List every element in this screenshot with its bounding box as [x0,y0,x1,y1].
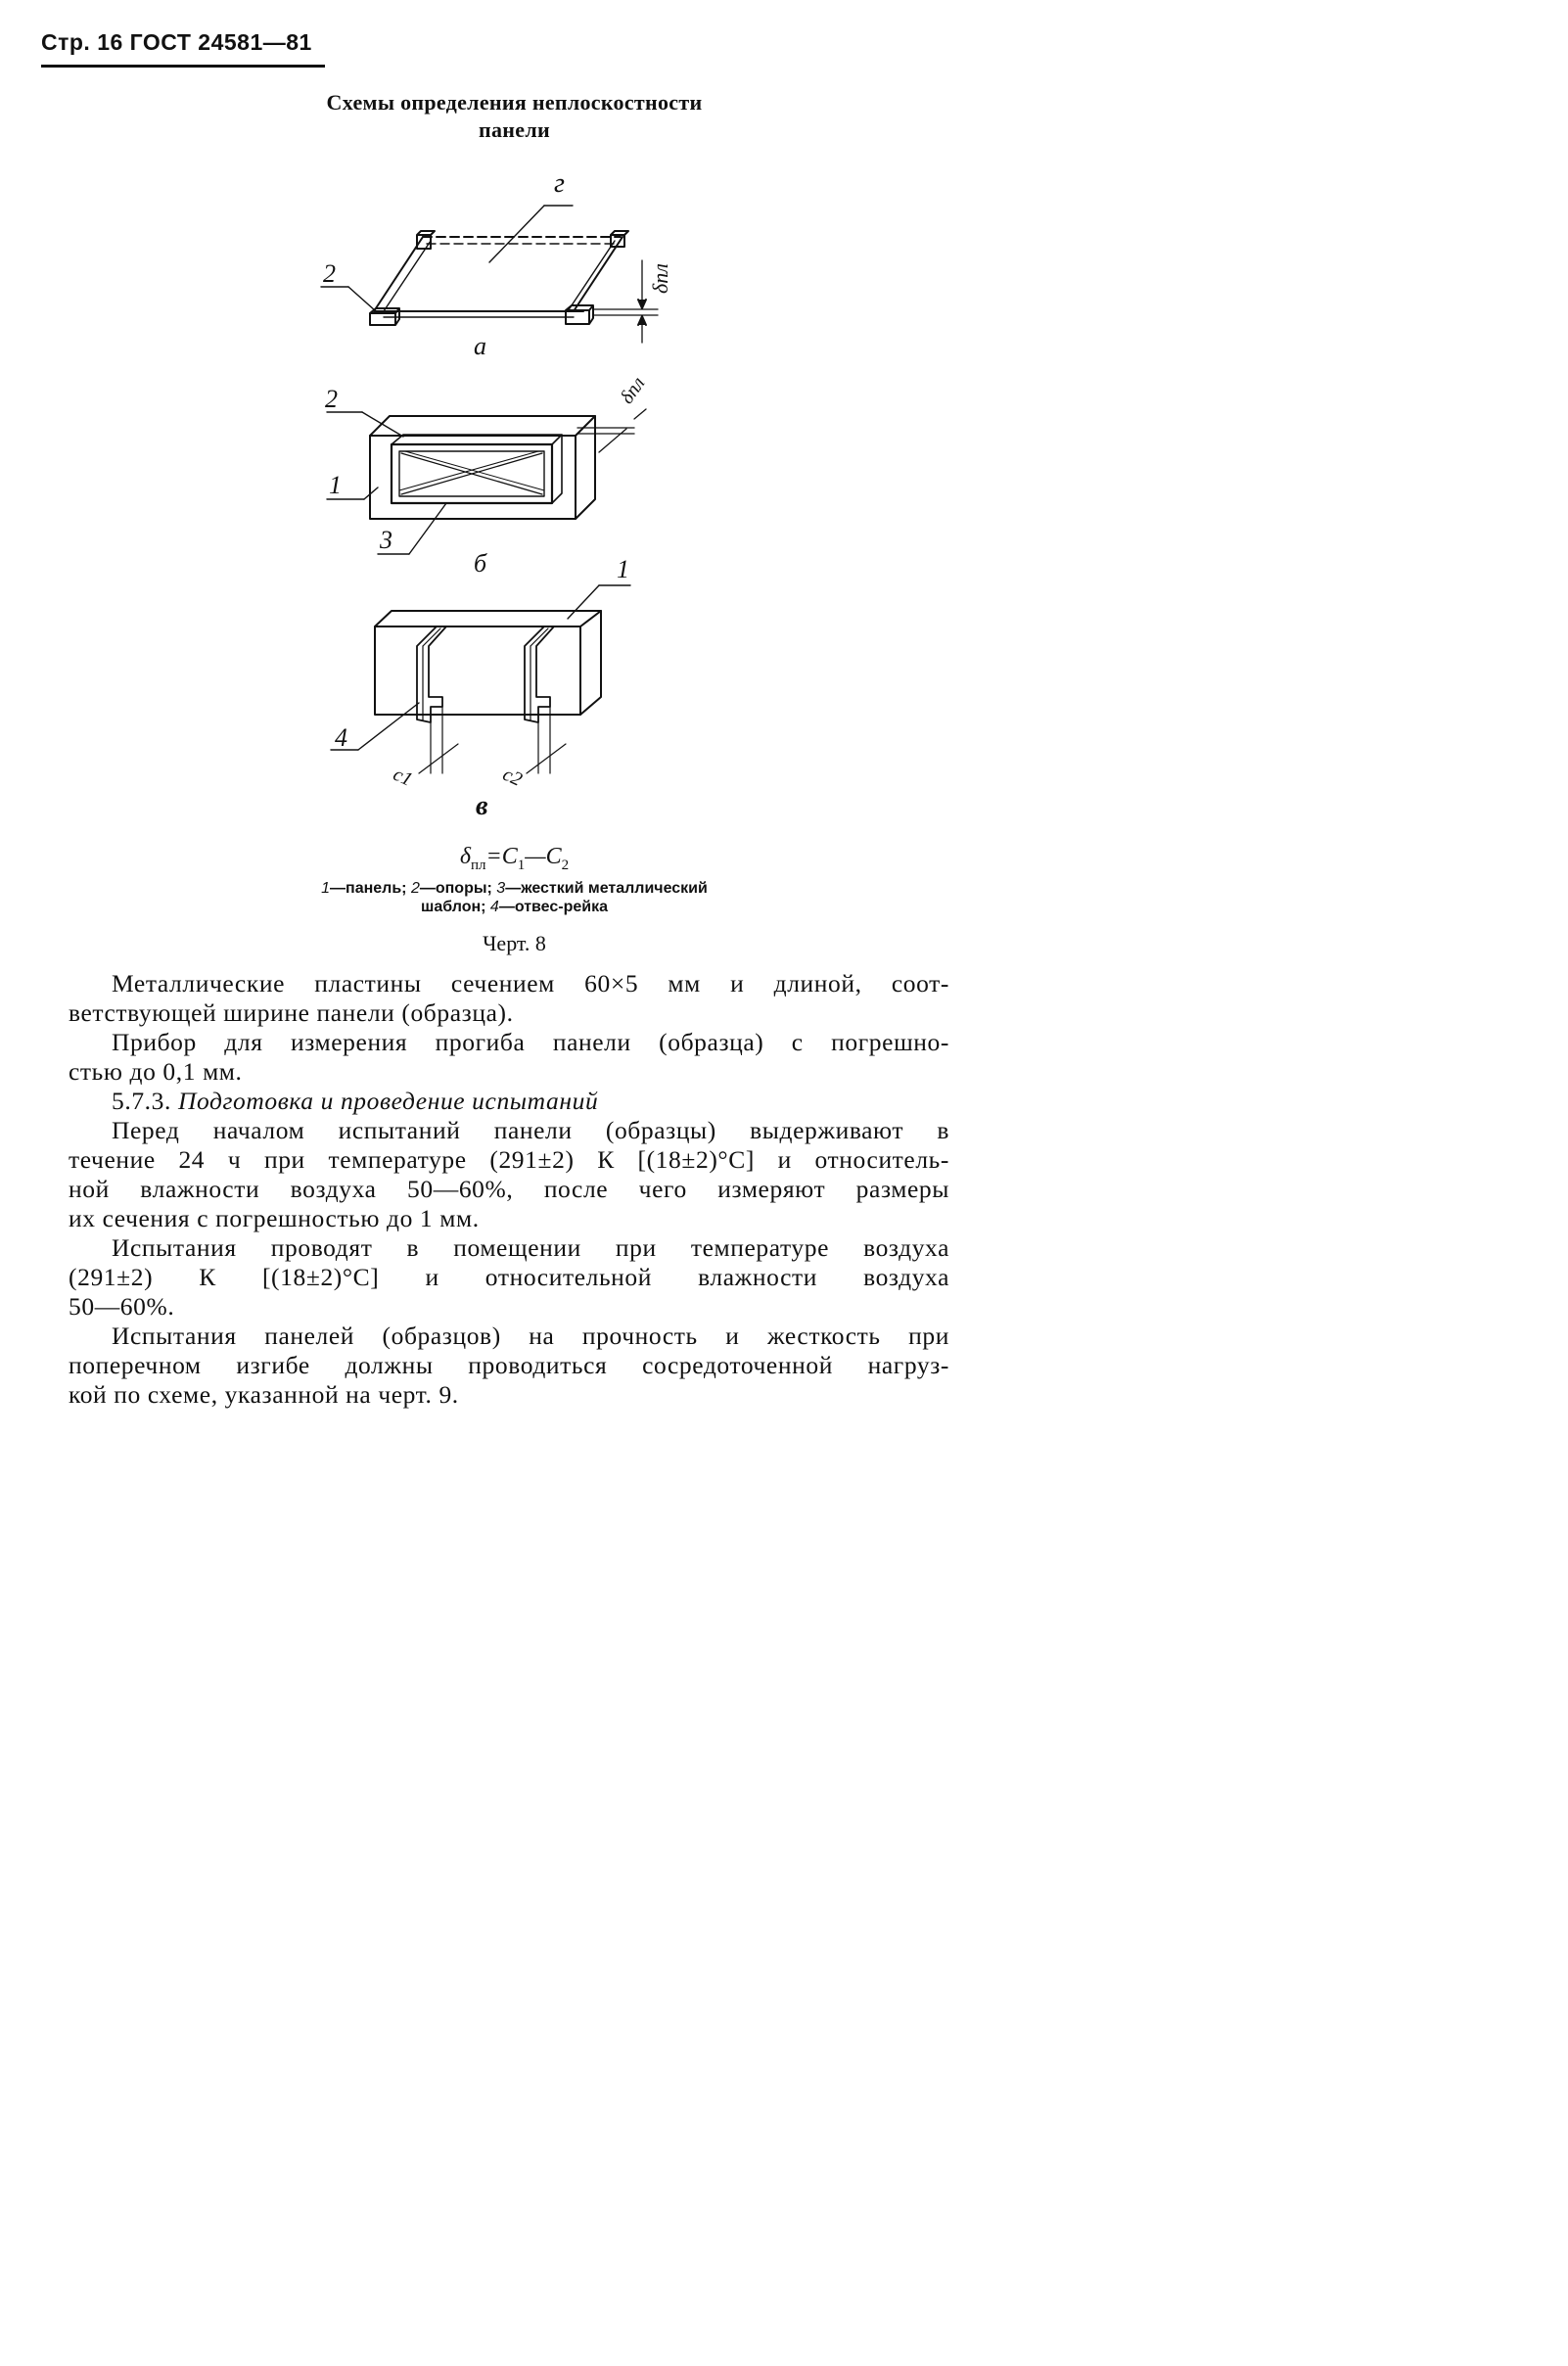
formula-eq: = [485,844,502,869]
leader-g [489,206,544,262]
paragraph-2 [69,1028,949,1087]
label-1b: 1 [329,471,342,499]
panel-right-edge [574,237,623,311]
p2-line-1: Прибор для измерения прогиба панели (образца) с погрешно- [112,1028,949,1056]
formula-c1: C [501,844,518,869]
support-back-left [417,231,435,249]
label-c2: с2 [499,763,526,791]
legend-text-1: —панель; [330,880,411,897]
diagram-a [321,206,658,343]
p5-line-1: Испытания проводят в помещении при температуре воздуха [112,1233,949,1262]
legend-line-1 [0,879,1029,898]
formula-c2-sub: 2 [561,857,570,873]
leader-1v [568,585,599,619]
p5-line-2: (291±2) К [(18±2)°С] и относительной влажности воздуха [69,1263,949,1291]
leader-4v [358,703,419,750]
page-header: Стр. 16 ГОСТ 24581—81 [41,29,312,55]
dim-c2-arrow [527,744,566,773]
panel-left-edge [374,237,423,311]
panel-right-edge-inner [568,241,615,311]
document-page [0,0,1029,1566]
dim-c1-arrow [419,744,458,773]
paragraph-6 [69,1322,949,1410]
p1-line-1: Металлические пластины сечением 60×5 мм и длиной, соот- [112,969,949,997]
figure-title-line-1: Схемы определения неплоскостности [326,90,703,115]
p6-line-3: кой по схеме, указанной на черт. 9. [69,1380,459,1409]
paragraph-4 [69,1116,949,1233]
figure-title-line-2: панели [479,117,550,142]
label-a: а [474,332,486,360]
legend-text-3: —жесткий металлический [505,880,708,897]
panel-left-edge-inner [384,241,431,311]
arrowhead-up [638,316,646,325]
p5-line-3: 50—60%. [69,1292,175,1321]
label-4v: 4 [335,723,347,752]
diagram-v [331,585,630,773]
paragraph-5 [69,1233,949,1322]
dim-b-arrow-top [634,409,646,419]
section-heading-line [69,1087,949,1116]
legend-text-4: —отвес-рейка [498,899,608,915]
section-title: Подготовка и проведение испытаний [177,1087,599,1115]
formula-delta: δ [459,844,472,869]
template-diag-1b [405,451,544,490]
p4-line-4: их сечения с погрешностью до 1 мм. [69,1204,480,1232]
label-b: б [474,549,487,578]
template-side [552,435,562,503]
figure-caption: Черт. 8 [483,931,546,955]
p6-line-2: поперечном изгибе должны проводиться сосредоточенной нагруз- [69,1351,949,1379]
arrowhead-down [638,300,646,308]
formula-delta-sub: пл [471,857,486,873]
label-3b: 3 [380,526,392,554]
formula-c1-sub: 1 [517,857,526,873]
legend-line-2 [0,898,1029,916]
p4-line-3: ной влажности воздуха 50—60%, после чего измеряют размеры [69,1175,949,1203]
label-2b: 2 [325,385,338,413]
legend-num-4: 4 [489,899,499,915]
label-1v: 1 [617,555,629,583]
p6-line-1: Испытания панелей (образцов) на прочность и жесткость при [112,1322,949,1350]
formula-c2: C [545,844,562,869]
legend-text-2: —опоры; [419,880,497,897]
p1-line-2: ветствующей ширине панели (образца). [69,998,514,1027]
template-diag-2b [399,451,538,490]
label-2a: 2 [323,259,336,288]
p4-line-1: Перед началом испытаний панели (образцы) выдерживают в [112,1116,949,1144]
technical-drawing [0,0,1029,842]
leader-3b [409,503,446,554]
p4-line-2: течение 24 ч при температуре (291±2) К [(18±2)°С] и относитель- [69,1145,949,1174]
formula [0,844,1029,874]
legend-num-2: 2 [410,880,420,897]
label-v: в [476,791,488,821]
leader-2a [348,287,376,311]
panel-v-side [580,611,601,715]
label-delta-a: δпл [648,263,672,294]
legend-num-1: 1 [321,880,331,897]
p2-line-2: стью до 0,1 мм. [69,1057,243,1086]
legend-text-3b: шаблон; [421,899,490,915]
section-number: 5.7.3. [112,1087,178,1115]
diagram-b [327,409,646,554]
label-delta-b: δпл [616,373,650,408]
label-c1: с1 [390,763,416,791]
label-g: г [554,168,565,199]
dim-b-arrow [599,429,626,452]
panel-top-face [370,416,595,436]
formula-dash: — [525,844,546,869]
section-heading-5-7-3 [69,1087,949,1116]
legend-num-3: 3 [496,880,506,897]
paragraph-1 [69,969,949,1028]
